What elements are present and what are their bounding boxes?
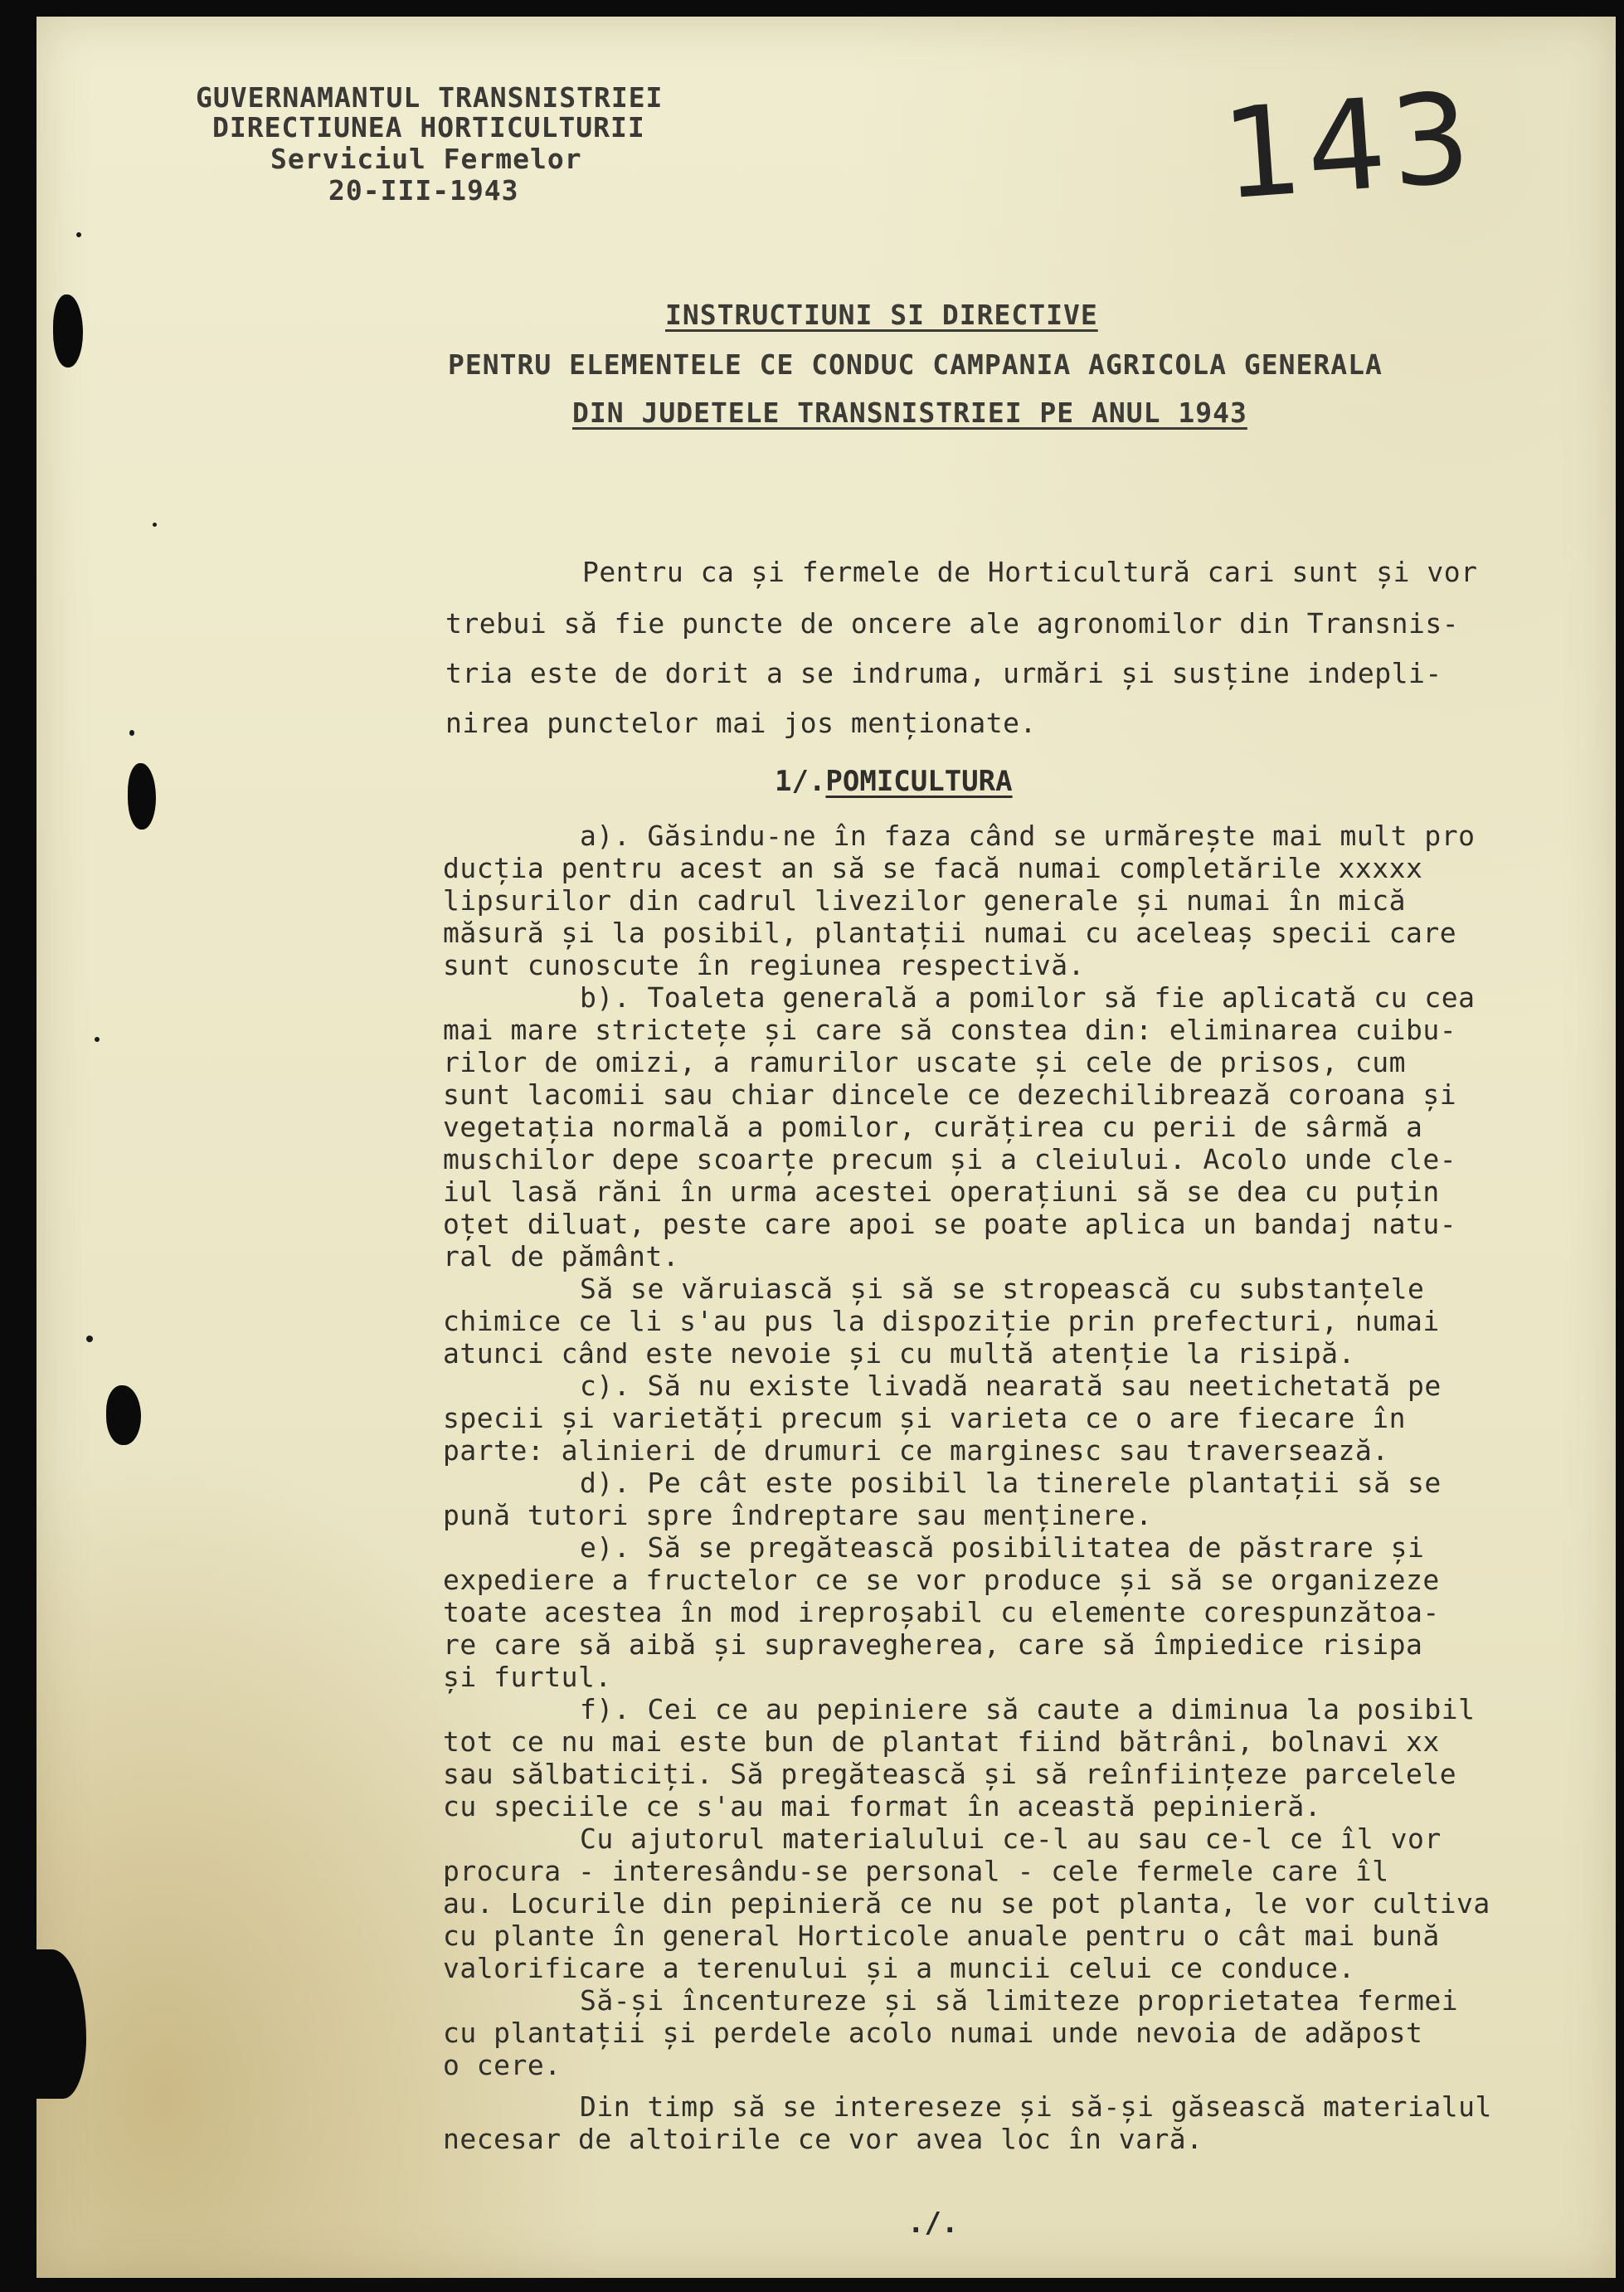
body-line: atunci când este nevoie și cu multă atenție la risipă.	[443, 1337, 1355, 1370]
body-line: rilor de omizi, a ramurilor uscate și cele de prisos, cum	[443, 1046, 1406, 1078]
intro-line: nirea punctelor mai jos menționate.	[445, 707, 1037, 739]
section-heading	[775, 765, 1013, 798]
body-line: Să-și încentureze și să limiteze proprietatea fermei	[580, 1984, 1459, 2017]
body-line: toate acestea în mod ireproșabil cu elemente corespunzătoa-	[443, 1596, 1440, 1628]
body-line: re care să aibă și supravegherea, care să împiedice risipa	[443, 1628, 1423, 1661]
body-line: lipsurilor din cadrul livezilor generale și numai în mică	[443, 884, 1406, 917]
body-line: sunt cunoscute în regiunea respectivă.	[443, 949, 1085, 981]
body-line: chimice ce li s'au pus la dispoziție prin prefecturi, numai	[443, 1305, 1440, 1337]
body-line: b). Toaleta generală a pomilor să fie aplicată cu cea	[580, 981, 1476, 1014]
header-directorate: DIRECTIUNEA HORTICULTURII	[212, 111, 645, 144]
body-line: o cere.	[443, 2049, 562, 2081]
body-line: specii și varietăți precum și varieta ce o are fiecare în	[443, 1402, 1406, 1434]
body-line: cu plantații și perdele acolo numai unde nevoia de adăpost	[443, 2017, 1423, 2049]
ink-speck	[86, 1336, 93, 1342]
body-line: Din timp să se intereseze și să-și găsească materialul	[580, 2090, 1492, 2123]
ink-speck	[76, 232, 81, 237]
body-line: oțet diluat, peste care apoi se poate aplica un bandaj natu-	[443, 1208, 1457, 1240]
punch-hole	[53, 294, 83, 367]
ink-speck	[95, 1037, 100, 1042]
body-line: Cu ajutorul materialului ce-l au sau ce-l ce îl vor	[580, 1822, 1442, 1855]
document-page	[36, 17, 1616, 2278]
title-line-1: INSTRUCTIUNI SI DIRECTIVE	[665, 299, 1098, 331]
body-line: parte: alinieri de drumuri ce marginesc sau traversează.	[443, 1434, 1389, 1467]
body-line: au. Locurile din pepinieră ce nu se pot planta, le vor cultiva	[443, 1887, 1490, 1920]
punch-hole	[106, 1385, 141, 1445]
header-date: 20-III-1943	[328, 174, 519, 207]
intro-line: tria este de dorit a se indruma, urmări și susține indepli-	[445, 657, 1442, 689]
ink-speck	[129, 730, 134, 736]
header-government: GUVERNAMANTUL TRANSNISTRIEI	[196, 81, 664, 114]
intro-line: Pentru ca și fermele de Horticultură cari sunt și vor	[582, 556, 1478, 588]
body-line: cu plante în general Horticole anuale pentru o cât mai bună	[443, 1920, 1440, 1952]
body-line: valorificare a terenului și a muncii celui ce conduce.	[443, 1952, 1355, 1984]
body-line: și furtul.	[443, 1661, 612, 1693]
body-line: c). Să nu existe livadă nearată sau neetichetată pe	[580, 1370, 1442, 1402]
body-line: d). Pe cât este posibil la tinerele plantații să se	[580, 1467, 1442, 1499]
title-line-3: DIN JUDETELE TRANSNISTRIEI PE ANUL 1943	[572, 397, 1247, 429]
folio-number: 143	[1218, 66, 1481, 228]
body-line: a). Găsindu-ne în faza când se urmărește mai mult pro	[580, 820, 1476, 852]
body-line: iul lasă răni în urma acestei operațiuni să se dea cu puțin	[443, 1175, 1440, 1208]
title-line-2: PENTRU ELEMENTELE CE CONDUC CAMPANIA AGRICOLA GENERALA	[448, 348, 1383, 381]
body-line: sau sălbaticiți. Să pregătească și să reînființeze parcelele	[443, 1758, 1457, 1790]
header-service: Serviciul Fermelor	[270, 143, 582, 175]
body-line: ral de pământ.	[443, 1240, 680, 1273]
section-number: 1/.	[775, 765, 826, 798]
body-line: muschilor depe scoarțe precum și a cleiului. Acolo unde cle-	[443, 1143, 1457, 1175]
punch-hole	[128, 763, 156, 830]
body-line: necesar de altoirile ce vor avea loc în vară.	[443, 2123, 1203, 2155]
intro-line: trebui să fie puncte de oncere ale agronomilor din Transnis-	[445, 607, 1460, 640]
torn-corner	[28, 1949, 86, 2099]
body-line: expediere a fructelor ce se vor produce și să se organizeze	[443, 1564, 1440, 1596]
body-line: pună tutori spre îndreptare sau menținere.	[443, 1499, 1153, 1531]
body-line: ducția pentru acest an să se facă numai completările xxxxx	[443, 852, 1423, 884]
body-line: cu speciile ce s'au mai format în această pepinieră.	[443, 1790, 1322, 1822]
body-line: măsură și la posibil, plantații numai cu aceleaș specii care	[443, 917, 1457, 949]
body-line: Să se văruiască și să se stropească cu substanțele	[580, 1273, 1425, 1305]
body-line: procura - interesându-se personal - cele fermele care îl	[443, 1855, 1389, 1887]
body-line: sunt lacomii sau chiar dincele ce dezechilibrează coroana și	[443, 1078, 1457, 1111]
body-line: mai mare strictețe și care să constea din: eliminarea cuibu-	[443, 1014, 1457, 1046]
body-line: f). Cei ce au pepiniere să caute a diminua la posibil	[580, 1693, 1476, 1725]
body-line: tot ce nu mai este bun de plantat fiind bătrâni, bolnavi xx	[443, 1725, 1440, 1758]
section-title: POMICULTURA	[825, 765, 1013, 798]
body-line: e). Să se pregătească posibilitatea de păstrare și	[580, 1531, 1425, 1564]
continuation-mark: ./.	[907, 2207, 959, 2240]
ink-speck	[153, 523, 157, 527]
body-line: vegetația normală a pomilor, curățirea cu perii de sârmă a	[443, 1111, 1423, 1143]
